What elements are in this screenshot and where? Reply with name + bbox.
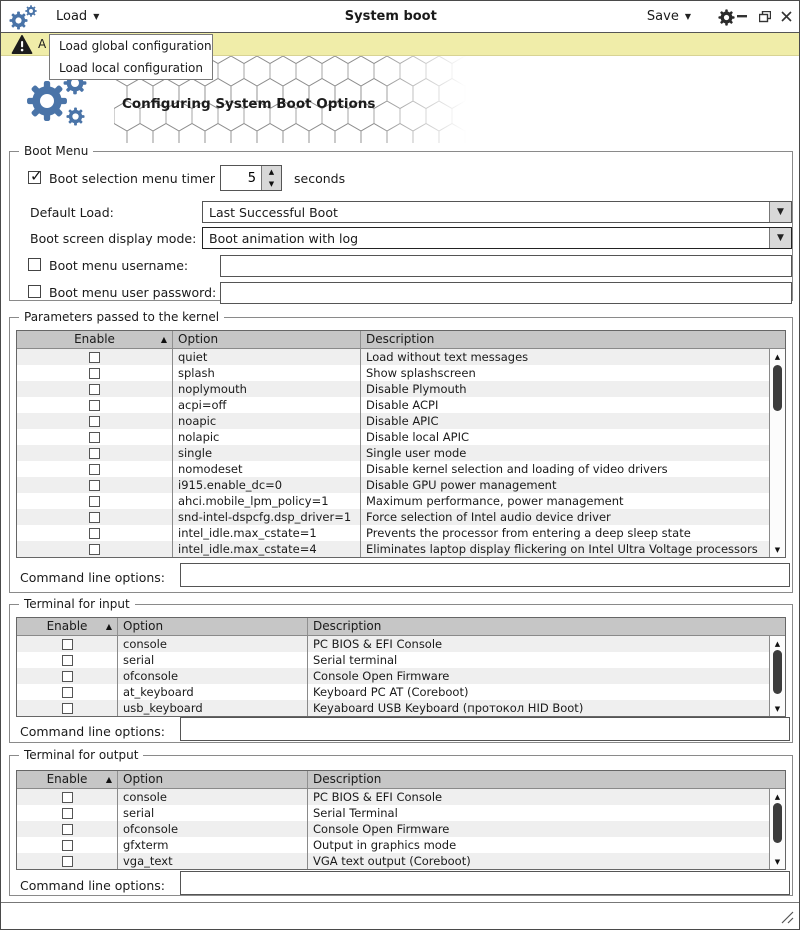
chevron-down-icon: ▼ — [93, 11, 100, 21]
terminal-input-group — [9, 597, 793, 743]
option-cell: intel_idle.max_cstate=1 — [173, 525, 361, 541]
kernel-command-line-input[interactable] — [180, 563, 790, 587]
load-menu-label: Load — [56, 9, 88, 24]
table-row[interactable] — [17, 397, 785, 413]
enable-cell — [17, 821, 118, 837]
enable-cell — [17, 397, 173, 413]
description-cell: Console Open Firmware — [313, 669, 450, 683]
spinner-buttons — [261, 166, 281, 190]
enable-cell — [17, 853, 118, 869]
sort-asc-icon: ▲ — [105, 775, 112, 784]
table-row[interactable] — [17, 821, 785, 837]
description-cell: Prevents the processor from entering a deep sleep state — [366, 526, 691, 540]
description-cell: Maximum performance, power management — [366, 494, 624, 508]
row-checkbox[interactable] — [62, 824, 73, 835]
row-checkbox[interactable] — [62, 687, 73, 698]
username-label: Boot menu username: — [49, 258, 189, 273]
table-header — [17, 331, 785, 349]
row-checkbox[interactable] — [89, 368, 100, 379]
scroll-up-icon[interactable]: ▲ — [774, 352, 781, 361]
row-checkbox[interactable] — [89, 352, 100, 363]
default-load-value: Last Successful Boot — [209, 204, 338, 220]
table-row[interactable] — [17, 509, 785, 525]
group-legend: Boot Menu — [19, 144, 93, 158]
enable-cell — [17, 525, 173, 541]
row-checkbox[interactable] — [89, 512, 100, 523]
table-row[interactable] — [17, 541, 785, 557]
command-line-label: Command line options: — [20, 878, 166, 893]
description-cell: Eliminates laptop display flickering on Intel Ultra Voltage processors — [366, 542, 758, 556]
column-header-description[interactable]: Description — [366, 332, 435, 346]
option-cell: single — [173, 445, 361, 461]
chevron-down-icon[interactable]: ▼ — [769, 202, 791, 222]
warning-text: A — [38, 37, 47, 51]
table-row[interactable] — [17, 805, 785, 821]
load-menu-popup — [49, 34, 213, 80]
description-cell: PC BIOS & EFI Console — [313, 637, 443, 651]
enable-cell — [17, 493, 173, 509]
window-title: System boot — [344, 9, 437, 24]
option-cell: acpi=off — [173, 397, 361, 413]
table-row[interactable] — [17, 477, 785, 493]
row-checkbox[interactable] — [89, 480, 100, 491]
enable-cell — [17, 541, 173, 557]
description-cell: Output in graphics mode — [313, 838, 457, 852]
option-cell: nomodeset — [173, 461, 361, 477]
option-cell: intel_idle.max_cstate=4 — [173, 541, 361, 557]
row-checkbox[interactable] — [62, 840, 73, 851]
command-line-label: Command line options: — [20, 724, 166, 739]
column-header-option[interactable]: Option — [118, 618, 308, 635]
table-row[interactable] — [17, 652, 785, 668]
enable-cell — [17, 837, 118, 853]
column-header-description[interactable]: Description — [313, 772, 382, 786]
description-cell: Disable Plymouth — [366, 382, 467, 396]
row-checkbox[interactable] — [62, 703, 73, 714]
enable-cell — [17, 684, 118, 700]
description-cell: Keyaboard USB Keyboard (протокол HID Boot) — [313, 701, 584, 715]
table-header — [17, 771, 785, 789]
minimize-button[interactable] — [736, 10, 749, 23]
row-checkbox[interactable] — [89, 432, 100, 443]
table-header — [17, 618, 785, 636]
restore-button[interactable] — [758, 10, 771, 23]
description-cell: PC BIOS & EFI Console — [313, 790, 443, 804]
column-header-option[interactable]: Option — [173, 331, 361, 348]
vertical-scrollbar[interactable] — [769, 636, 785, 716]
table-row[interactable] — [17, 493, 785, 509]
table-row[interactable] — [17, 525, 785, 541]
sort-asc-icon: ▲ — [160, 335, 167, 344]
description-cell: Disable local APIC — [366, 430, 469, 444]
row-checkbox[interactable] — [62, 856, 73, 867]
terminal-output-table — [16, 770, 786, 870]
option-cell: vga_text — [118, 853, 308, 869]
option-cell: gfxterm — [118, 837, 308, 853]
timer-value-input[interactable] — [221, 166, 261, 190]
description-cell: Serial terminal — [313, 653, 398, 667]
vertical-scrollbar[interactable] — [769, 789, 785, 869]
sort-asc-icon: ▲ — [105, 622, 112, 631]
description-cell: Disable kernel selection and loading of video drivers — [366, 462, 668, 476]
table-row[interactable] — [17, 636, 785, 652]
option-cell: splash — [173, 365, 361, 381]
enable-cell — [17, 349, 173, 365]
table-row[interactable] — [17, 365, 785, 381]
option-cell: serial — [118, 652, 308, 668]
password-label: Boot menu user password: — [49, 285, 217, 300]
table-row[interactable] — [17, 700, 785, 716]
gears-logo — [26, 71, 92, 133]
option-cell: snd-intel-dspcfg.dsp_driver=1 — [173, 509, 361, 525]
option-cell: ofconsole — [118, 821, 308, 837]
table-row[interactable] — [17, 381, 785, 397]
save-menu-label: Save — [646, 9, 679, 24]
description-cell: Keyboard PC AT (Coreboot) — [313, 685, 469, 699]
description-cell: Console Open Firmware — [313, 822, 450, 836]
description-cell: Serial Terminal — [313, 806, 398, 820]
row-checkbox[interactable] — [62, 639, 73, 650]
column-header-description[interactable]: Description — [313, 619, 382, 633]
window-controls — [736, 10, 793, 23]
status-bar — [1, 902, 799, 929]
vertical-scrollbar[interactable] — [769, 349, 785, 557]
row-checkbox[interactable] — [89, 528, 100, 539]
terminal-input-table — [16, 617, 786, 717]
enable-cell — [17, 477, 173, 493]
table-row[interactable] — [17, 789, 785, 805]
save-menu-button[interactable] — [647, 1, 691, 32]
row-checkbox[interactable] — [89, 496, 100, 507]
timer-spinner — [220, 165, 282, 191]
column-header-option[interactable]: Option — [118, 771, 308, 788]
table-row[interactable] — [17, 445, 785, 461]
row-checkbox[interactable] — [89, 544, 100, 555]
row-checkbox[interactable] — [89, 416, 100, 427]
enable-cell — [17, 429, 173, 445]
display-mode-label: Boot screen display mode: — [30, 231, 197, 246]
column-header-enable[interactable]: Enable ▲ — [17, 331, 173, 348]
page-title: Configuring System Boot Options — [122, 96, 376, 112]
row-checkbox[interactable] — [89, 464, 100, 475]
table-row[interactable] — [17, 853, 785, 869]
option-cell: quiet — [173, 349, 361, 365]
row-checkbox[interactable] — [89, 384, 100, 395]
option-cell: noplymouth — [173, 381, 361, 397]
enable-cell — [17, 652, 118, 668]
enable-cell — [17, 413, 173, 429]
enable-cell — [17, 461, 173, 477]
command-line-label: Command line options: — [20, 570, 166, 585]
close-button[interactable] — [780, 10, 793, 23]
enable-cell — [17, 700, 118, 716]
option-cell: ofconsole — [118, 668, 308, 684]
scroll-up-icon[interactable]: ▲ — [774, 639, 781, 648]
display-mode-value: Boot animation with log — [209, 230, 359, 246]
warning-icon — [11, 35, 33, 54]
enable-cell — [17, 445, 173, 461]
description-cell: Disable GPU power management — [366, 478, 557, 492]
enable-cell — [17, 381, 173, 397]
enable-cell — [17, 789, 118, 805]
enable-cell — [17, 805, 118, 821]
column-header-enable[interactable]: Enable ▲ — [17, 618, 118, 635]
row-checkbox[interactable] — [89, 448, 100, 459]
password-checkbox[interactable] — [28, 285, 41, 298]
default-load-label: Default Load: — [30, 205, 114, 220]
terminal-output-command-line-input[interactable] — [180, 871, 790, 895]
row-checkbox[interactable] — [62, 655, 73, 666]
terminal-output-group — [9, 748, 793, 896]
scroll-down-icon[interactable]: ▼ — [774, 857, 781, 866]
default-load-combobox[interactable] — [202, 201, 792, 223]
row-checkbox[interactable] — [62, 671, 73, 682]
scroll-down-icon[interactable]: ▼ — [774, 545, 781, 554]
table-row[interactable] — [17, 837, 785, 853]
menu-item-load-global[interactable]: Load global configuration — [59, 39, 212, 53]
username-checkbox[interactable] — [28, 258, 41, 271]
option-cell: nolapic — [173, 429, 361, 445]
scrollbar-thumb[interactable] — [773, 650, 782, 694]
timer-unit-label: seconds — [294, 171, 346, 186]
row-checkbox[interactable] — [62, 808, 73, 819]
timer-label: Boot selection menu timer — [49, 171, 215, 186]
table-row[interactable] — [17, 461, 785, 477]
scrollbar-thumb[interactable] — [773, 803, 782, 843]
scrollbar-thumb[interactable] — [773, 365, 782, 411]
description-cell: Show splashscreen — [366, 366, 476, 380]
row-checkbox[interactable] — [89, 400, 100, 411]
enable-cell — [17, 668, 118, 684]
kernel-params-table — [16, 330, 786, 558]
kernel-params-group — [9, 310, 793, 593]
table-row[interactable] — [17, 429, 785, 445]
group-legend: Terminal for input — [19, 597, 135, 611]
scroll-up-icon[interactable]: ▲ — [774, 792, 781, 801]
description-cell: Single user mode — [366, 446, 467, 460]
option-cell: at_keyboard — [118, 684, 308, 700]
app-gears-icon — [9, 5, 41, 30]
terminal-input-command-line-input[interactable] — [180, 717, 790, 741]
table-row[interactable] — [17, 684, 785, 700]
toolbar — [1, 1, 799, 33]
option-cell: console — [118, 636, 308, 652]
description-cell: Disable APIC — [366, 414, 439, 428]
chevron-down-icon: ▼ — [684, 11, 691, 21]
row-checkbox[interactable] — [62, 792, 73, 803]
settings-gear-icon[interactable] — [718, 9, 735, 26]
menu-item-load-local[interactable]: Load local configuration — [59, 61, 203, 75]
description-cell: VGA text output (Coreboot) — [313, 854, 471, 868]
option-cell: ahci.mobile_lpm_policy=1 — [173, 493, 361, 509]
table-row[interactable] — [17, 413, 785, 429]
option-cell: i915.enable_dc=0 — [173, 477, 361, 493]
boot-menu-group — [9, 144, 793, 301]
timer-checkbox[interactable] — [28, 171, 41, 184]
chevron-down-icon[interactable]: ▼ — [769, 228, 791, 248]
enable-cell — [17, 509, 173, 525]
description-cell: Load without text messages — [366, 350, 529, 364]
password-input[interactable] — [220, 282, 792, 304]
group-legend: Terminal for output — [19, 748, 143, 762]
resize-grip[interactable] — [780, 910, 794, 924]
enable-cell — [17, 636, 118, 652]
table-row[interactable] — [17, 349, 785, 365]
spin-down-icon[interactable]: ▼ — [268, 179, 275, 188]
option-cell: usb_keyboard — [118, 700, 308, 716]
option-cell: serial — [118, 805, 308, 821]
table-row[interactable] — [17, 668, 785, 684]
scroll-down-icon[interactable]: ▼ — [774, 704, 781, 713]
load-menu-button[interactable] — [56, 1, 99, 32]
option-cell: console — [118, 789, 308, 805]
group-legend: Parameters passed to the kernel — [19, 310, 224, 324]
description-cell: Disable ACPI — [366, 398, 439, 412]
column-header-enable[interactable]: Enable ▲ — [17, 771, 118, 788]
enable-cell — [17, 365, 173, 381]
option-cell: noapic — [173, 413, 361, 429]
username-input[interactable] — [220, 255, 792, 277]
spin-up-icon[interactable]: ▲ — [268, 167, 275, 176]
display-mode-combobox[interactable] — [202, 227, 792, 249]
description-cell: Force selection of Intel audio device driver — [366, 510, 611, 524]
